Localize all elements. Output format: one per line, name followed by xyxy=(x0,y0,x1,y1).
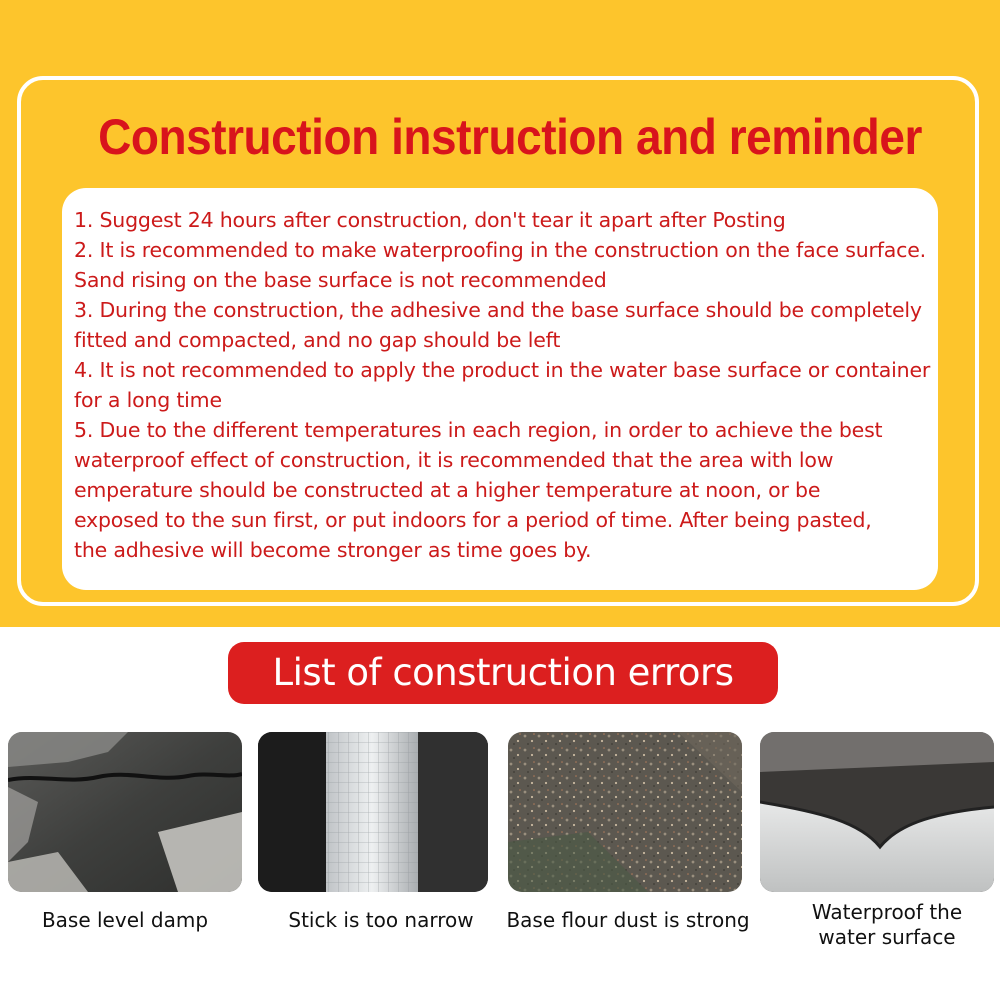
note-line: 4. It is not recommended to apply the product in the water base surface or container xyxy=(74,358,931,382)
note-line: for a long time xyxy=(74,388,222,412)
note-line: the adhesive will become stronger as time goes by. xyxy=(74,538,592,562)
caption-line: Waterproof the xyxy=(811,900,963,924)
note-line: exposed to the sun first, or put indoors for a period of time. After being pasted, xyxy=(74,508,872,532)
note-line: 1. Suggest 24 hours after construction, don't tear it apart after Posting xyxy=(74,208,786,232)
instruction-notes xyxy=(74,205,954,565)
caption-water-surface xyxy=(760,900,1000,950)
caption-base-damp: Base level damp xyxy=(41,908,209,932)
caption-line: water surface xyxy=(818,925,956,949)
instruction-title: Construction instruction and reminder xyxy=(98,109,922,165)
errors-heading: List of construction errors xyxy=(228,642,778,704)
note-line: 3. During the construction, the adhesive and the base surface should be completely xyxy=(74,298,922,322)
photo-dusty-base xyxy=(508,732,742,892)
photo-water-surface xyxy=(760,732,994,892)
note-line: 2. It is recommended to make waterproofing in the construction on the face surface. xyxy=(74,238,926,262)
note-line: Sand rising on the base surface is not recommended xyxy=(74,268,607,292)
photo-base-damp xyxy=(8,732,242,892)
note-line: waterproof effect of construction, it is recommended that the area with low xyxy=(74,448,834,472)
note-line: 5. Due to the different temperatures in each region, in order to achieve the best xyxy=(74,418,883,442)
caption-dusty-base: Base flour dust is strong xyxy=(506,908,750,932)
caption-narrow-tape: Stick is too narrow xyxy=(288,908,474,932)
note-line: fitted and compacted, and no gap should be left xyxy=(74,328,561,352)
note-line: emperature should be constructed at a higher temperature at noon, or be xyxy=(74,478,821,502)
photo-narrow-tape xyxy=(258,732,488,892)
